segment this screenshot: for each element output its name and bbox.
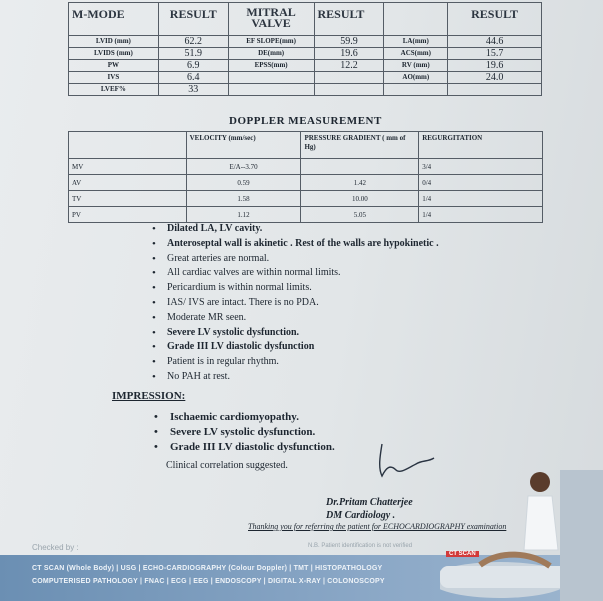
- measure-value: 24.0: [448, 72, 542, 84]
- doppler-row: [69, 159, 543, 175]
- doctor-name: Dr.Pritam Chatterjee: [326, 497, 413, 508]
- measure-label: PW: [69, 60, 159, 72]
- finding-text: Moderate MR seen.: [167, 311, 247, 323]
- services-line-1: CT SCAN (Whole Body) | USG | ECHO-CARDIOGRAPHY (Colour Doppler) | TMT | HISTOPATHOLOGY: [32, 565, 383, 572]
- clinical-correlation-note: Clinical correlation suggested.: [166, 460, 288, 471]
- thanks-line: Thanking you for referring the patient for ECHOCARDIOGRAPHY examination: [248, 522, 507, 531]
- finding-text: Great arteries are normal.: [167, 252, 270, 264]
- measure-value: 59.9: [314, 36, 384, 48]
- measure-value: 12.2: [314, 60, 384, 72]
- finding-item: [152, 326, 439, 341]
- mmode-row: [69, 48, 542, 60]
- measure-value: 6.4: [158, 72, 228, 84]
- finding-text: Pericardium is within normal limits.: [167, 282, 312, 294]
- doppler-value: 5.05: [301, 207, 419, 223]
- impression-text: Severe LV systolic dysfunction.: [170, 426, 316, 438]
- finding-item: [152, 355, 439, 370]
- measure-label: LVID (mm): [69, 36, 159, 48]
- impression-item: [154, 410, 335, 425]
- measure-value: 51.9: [158, 48, 228, 60]
- finding-item: [152, 311, 439, 326]
- finding-text: All cardiac valves are within normal limits.: [167, 267, 341, 279]
- finding-item: [152, 252, 439, 267]
- bullet-icon: •: [154, 441, 158, 453]
- impression-item: [154, 440, 335, 455]
- finding-item: [152, 340, 439, 355]
- valve-label: AV: [69, 175, 187, 191]
- valve-label: PV: [69, 207, 187, 223]
- impression-text: Ischaemic cardiomyopathy.: [170, 411, 299, 423]
- ct-scan-label: CT SCAN: [446, 551, 479, 557]
- bullet-icon: •: [152, 311, 156, 324]
- checked-by-label: Checked by :: [32, 543, 79, 552]
- doppler-header-regurgitation: REGURGITATION: [419, 132, 543, 159]
- impression-text: Grade III LV diastolic dysfunction.: [170, 441, 335, 453]
- bullet-icon: •: [152, 252, 156, 265]
- doppler-row: [69, 191, 543, 207]
- impression-item: [154, 425, 335, 440]
- measure-label: EF SLOPE(mm): [228, 36, 314, 48]
- impression-list: [154, 410, 335, 455]
- measure-value: [448, 84, 542, 96]
- doppler-value: 1.12: [186, 207, 301, 223]
- measure-label: [228, 84, 314, 96]
- doppler-value: 1/4: [419, 207, 543, 223]
- identification-note: N.B. Patient identification is not verified: [308, 543, 413, 549]
- header-mitral-valve: MITRAL VALVE: [228, 3, 314, 36]
- measure-value: 44.6: [448, 36, 542, 48]
- measure-value: 6.9: [158, 60, 228, 72]
- doctor-degree: DM Cardiology .: [326, 510, 396, 521]
- doppler-value: 1.42: [301, 175, 419, 191]
- doppler-value: 1.58: [186, 191, 301, 207]
- bullet-icon: •: [152, 370, 156, 383]
- measure-value: 62.2: [158, 36, 228, 48]
- finding-text: No PAH at rest.: [167, 370, 230, 382]
- doppler-title: DOPPLER MEASUREMENT: [229, 115, 382, 127]
- doppler-row: [69, 207, 543, 223]
- doppler-header-blank: [69, 132, 187, 159]
- bullet-icon: •: [152, 282, 156, 295]
- measure-label: [228, 72, 314, 84]
- finding-text: IAS/ IVS are intact. There is no PDA.: [167, 296, 319, 308]
- measure-label: AO(mm): [384, 72, 448, 84]
- header-result-3: RESULT: [448, 3, 542, 36]
- finding-item: [152, 296, 439, 311]
- doppler-table: [68, 131, 543, 223]
- bullet-icon: •: [152, 326, 156, 339]
- measure-label: [384, 84, 448, 96]
- measure-label: IVS: [69, 72, 159, 84]
- finding-text: Patient is in regular rhythm.: [167, 356, 279, 368]
- finding-item: [152, 237, 439, 252]
- finding-item: [152, 266, 439, 281]
- measure-label: EPSS(mm): [228, 60, 314, 72]
- header-blank: [384, 3, 448, 36]
- mmode-header-row: [69, 3, 542, 36]
- bullet-icon: •: [152, 341, 156, 354]
- finding-item: [152, 370, 439, 385]
- finding-text: Severe LV systolic dysfunction.: [167, 326, 300, 338]
- measure-label: LVIDS (mm): [69, 48, 159, 60]
- measure-value: 19.6: [314, 48, 384, 60]
- header-result: RESULT: [158, 3, 228, 36]
- doppler-value: 0.59: [186, 175, 301, 191]
- doppler-row: [69, 175, 543, 191]
- bullet-icon: •: [154, 426, 158, 438]
- measure-label: RV (mm): [384, 60, 448, 72]
- measure-value: [314, 72, 384, 84]
- doppler-header-velocity: VELOCITY (mm/sec): [186, 132, 301, 159]
- finding-item: [152, 281, 439, 296]
- finding-text: Anteroseptal wall is akinetic . Rest of the walls are hypokinetic .: [167, 237, 439, 249]
- doppler-value: [301, 159, 419, 175]
- bullet-icon: •: [152, 356, 156, 369]
- valve-label: TV: [69, 191, 187, 207]
- valve-label: MV: [69, 159, 187, 175]
- bullet-icon: •: [154, 411, 158, 423]
- doppler-header-row: [69, 132, 543, 159]
- measure-label: DE(mm): [228, 48, 314, 60]
- signature-scribble: [370, 438, 440, 483]
- finding-item: [152, 222, 439, 237]
- mmode-row: [69, 84, 542, 96]
- measure-value: 19.6: [448, 60, 542, 72]
- measure-value: 15.7: [448, 48, 542, 60]
- measure-label: ACS(mm): [384, 48, 448, 60]
- measure-value: [314, 84, 384, 96]
- doppler-header-gradient: PRESSURE GRADIENT ( mm of Hg): [301, 132, 419, 159]
- doppler-value: 3/4: [419, 159, 543, 175]
- findings-list: [152, 222, 439, 385]
- finding-text: Dilated LA, LV cavity.: [167, 223, 263, 234]
- measure-label: LVEF%: [69, 84, 159, 96]
- mmode-table: [68, 2, 542, 96]
- doppler-value: 0/4: [419, 175, 543, 191]
- impression-title: IMPRESSION:: [112, 390, 186, 402]
- mmode-row: [69, 60, 542, 72]
- header-result-2: RESULT: [314, 3, 384, 36]
- measure-label: LA(mm): [384, 36, 448, 48]
- doppler-value: E/A--3.70: [186, 159, 301, 175]
- ct-scan-photo: [440, 470, 603, 601]
- header-mmode: M-MODE: [69, 3, 159, 36]
- finding-text: Grade III LV diastolic dysfunction: [167, 341, 315, 353]
- bullet-icon: •: [152, 267, 156, 280]
- bullet-icon: •: [152, 296, 156, 309]
- mmode-row: [69, 36, 542, 48]
- services-line-2: COMPUTERISED PATHOLOGY | FNAC | ECG | EEG | ENDOSCOPY | DIGITAL X-RAY | COLONOSCOPY: [32, 578, 385, 585]
- bullet-icon: •: [152, 223, 156, 235]
- doppler-value: 1/4: [419, 191, 543, 207]
- mmode-row: [69, 72, 542, 84]
- doppler-value: 10.00: [301, 191, 419, 207]
- measure-value: 33: [158, 84, 228, 96]
- bullet-icon: •: [152, 237, 156, 250]
